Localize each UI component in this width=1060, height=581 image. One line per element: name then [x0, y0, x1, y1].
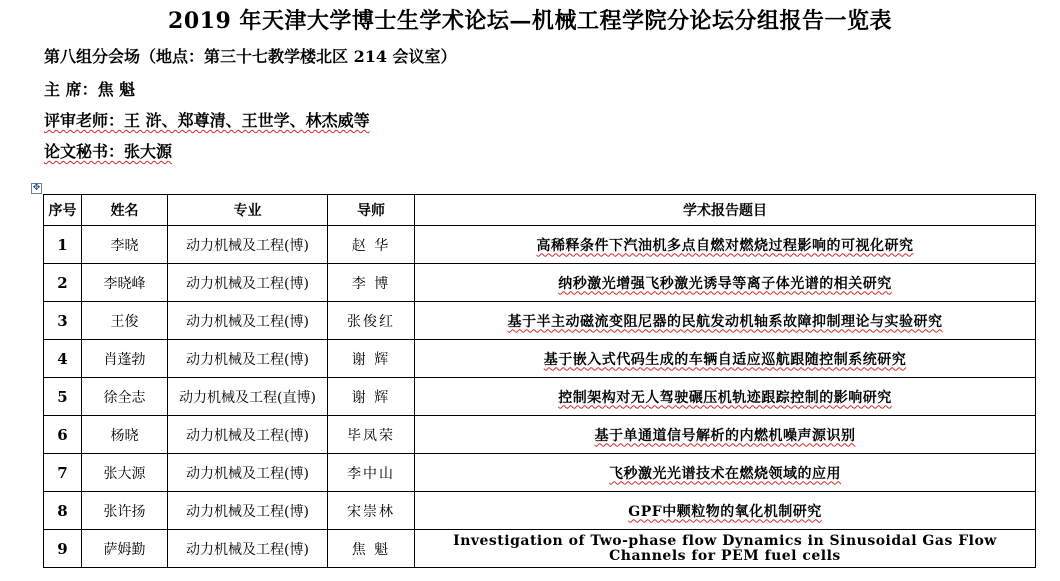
table-row	[44, 340, 1036, 378]
row-name: 李晓	[82, 226, 168, 264]
row-name: 徐全志	[82, 378, 168, 416]
row-major: 动力机械及工程(博)	[168, 454, 328, 492]
row-name: 萨姆勤	[82, 530, 168, 568]
row-topic: 基于单通道信号解析的内燃机噪声源识别	[415, 416, 1036, 454]
row-major: 动力机械及工程(博)	[168, 264, 328, 302]
row-major: 动力机械及工程(博)	[168, 492, 328, 530]
row-advisor: 宋崇林	[328, 492, 415, 530]
row-topic: 飞秒激光光谱技术在燃烧领域的应用	[415, 454, 1036, 492]
row-name: 李晓峰	[82, 264, 168, 302]
row-advisor: 李中山	[328, 454, 415, 492]
row-no: 6	[44, 416, 82, 454]
report-table	[43, 194, 1036, 568]
row-major: 动力机械及工程(博)	[168, 340, 328, 378]
move-handle-icon[interactable]: ✥	[32, 183, 41, 193]
table-row	[44, 226, 1036, 264]
row-no: 8	[44, 492, 82, 530]
row-no: 4	[44, 340, 82, 378]
venue-line: 第八组分会场（地点：第三十七教学楼北区 214 会议室）	[44, 47, 457, 66]
table-row	[44, 378, 1036, 416]
row-topic: 控制架构对无人驾驶碾压机轨迹跟踪控制的影响研究	[415, 378, 1036, 416]
row-topic: Investigation of Two-phase flow Dynamics in Sinusoidal Gas Flow Channels for PEM fuel cells	[415, 530, 1036, 568]
row-name: 王俊	[82, 302, 168, 340]
header-name: 姓名	[82, 195, 168, 226]
row-no: 3	[44, 302, 82, 340]
row-advisor: 张俊红	[328, 302, 415, 340]
table-header-row	[44, 195, 1036, 226]
row-major: 动力机械及工程(博)	[168, 530, 328, 568]
row-no: 5	[44, 378, 82, 416]
row-topic: 高稀释条件下汽油机多点自燃对燃烧过程影响的可视化研究	[415, 226, 1036, 264]
row-advisor: 谢 辉	[328, 378, 415, 416]
table-row	[44, 530, 1036, 568]
row-name: 杨晓	[82, 416, 168, 454]
table-row	[44, 492, 1036, 530]
header-major: 专业	[168, 195, 328, 226]
table-row	[44, 264, 1036, 302]
row-advisor: 李 博	[328, 264, 415, 302]
row-name: 张大源	[82, 454, 168, 492]
table-row	[44, 302, 1036, 340]
table-row	[44, 416, 1036, 454]
row-topic: 基于半主动磁流变阻尼器的民航发动机轴系故障抑制理论与实验研究	[415, 302, 1036, 340]
row-topic: GPF中颗粒物的氧化机制研究	[415, 492, 1036, 530]
page-title: 2019 年天津大学博士生学术论坛—机械工程学院分论坛分组报告一览表	[168, 8, 892, 34]
chair-line: 主 席：焦 魁	[44, 80, 136, 99]
header-advisor: 导师	[328, 195, 415, 226]
row-advisor: 赵 华	[328, 226, 415, 264]
row-major: 动力机械及工程(直博)	[168, 378, 328, 416]
reviewers-line: 评审老师：王 浒、郑尊清、王世学、林杰威等	[44, 111, 370, 130]
row-no: 2	[44, 264, 82, 302]
row-topic: 纳秒激光增强飞秒激光诱导等离子体光谱的相关研究	[415, 264, 1036, 302]
row-major: 动力机械及工程(博)	[168, 226, 328, 264]
row-no: 9	[44, 530, 82, 568]
row-topic: 基于嵌入式代码生成的车辆自适应巡航跟随控制系统研究	[415, 340, 1036, 378]
row-advisor: 焦 魁	[328, 530, 415, 568]
header-topic: 学术报告题目	[415, 195, 1036, 226]
row-advisor: 毕凤荣	[328, 416, 415, 454]
row-name: 张许扬	[82, 492, 168, 530]
row-major: 动力机械及工程(博)	[168, 302, 328, 340]
row-advisor: 谢 辉	[328, 340, 415, 378]
row-major: 动力机械及工程(博)	[168, 416, 328, 454]
row-no: 7	[44, 454, 82, 492]
header-no: 序号	[44, 195, 82, 226]
secretary-line: 论文秘书：张大源	[44, 142, 173, 161]
row-name: 肖蓬勃	[82, 340, 168, 378]
table-row	[44, 454, 1036, 492]
row-no: 1	[44, 226, 82, 264]
